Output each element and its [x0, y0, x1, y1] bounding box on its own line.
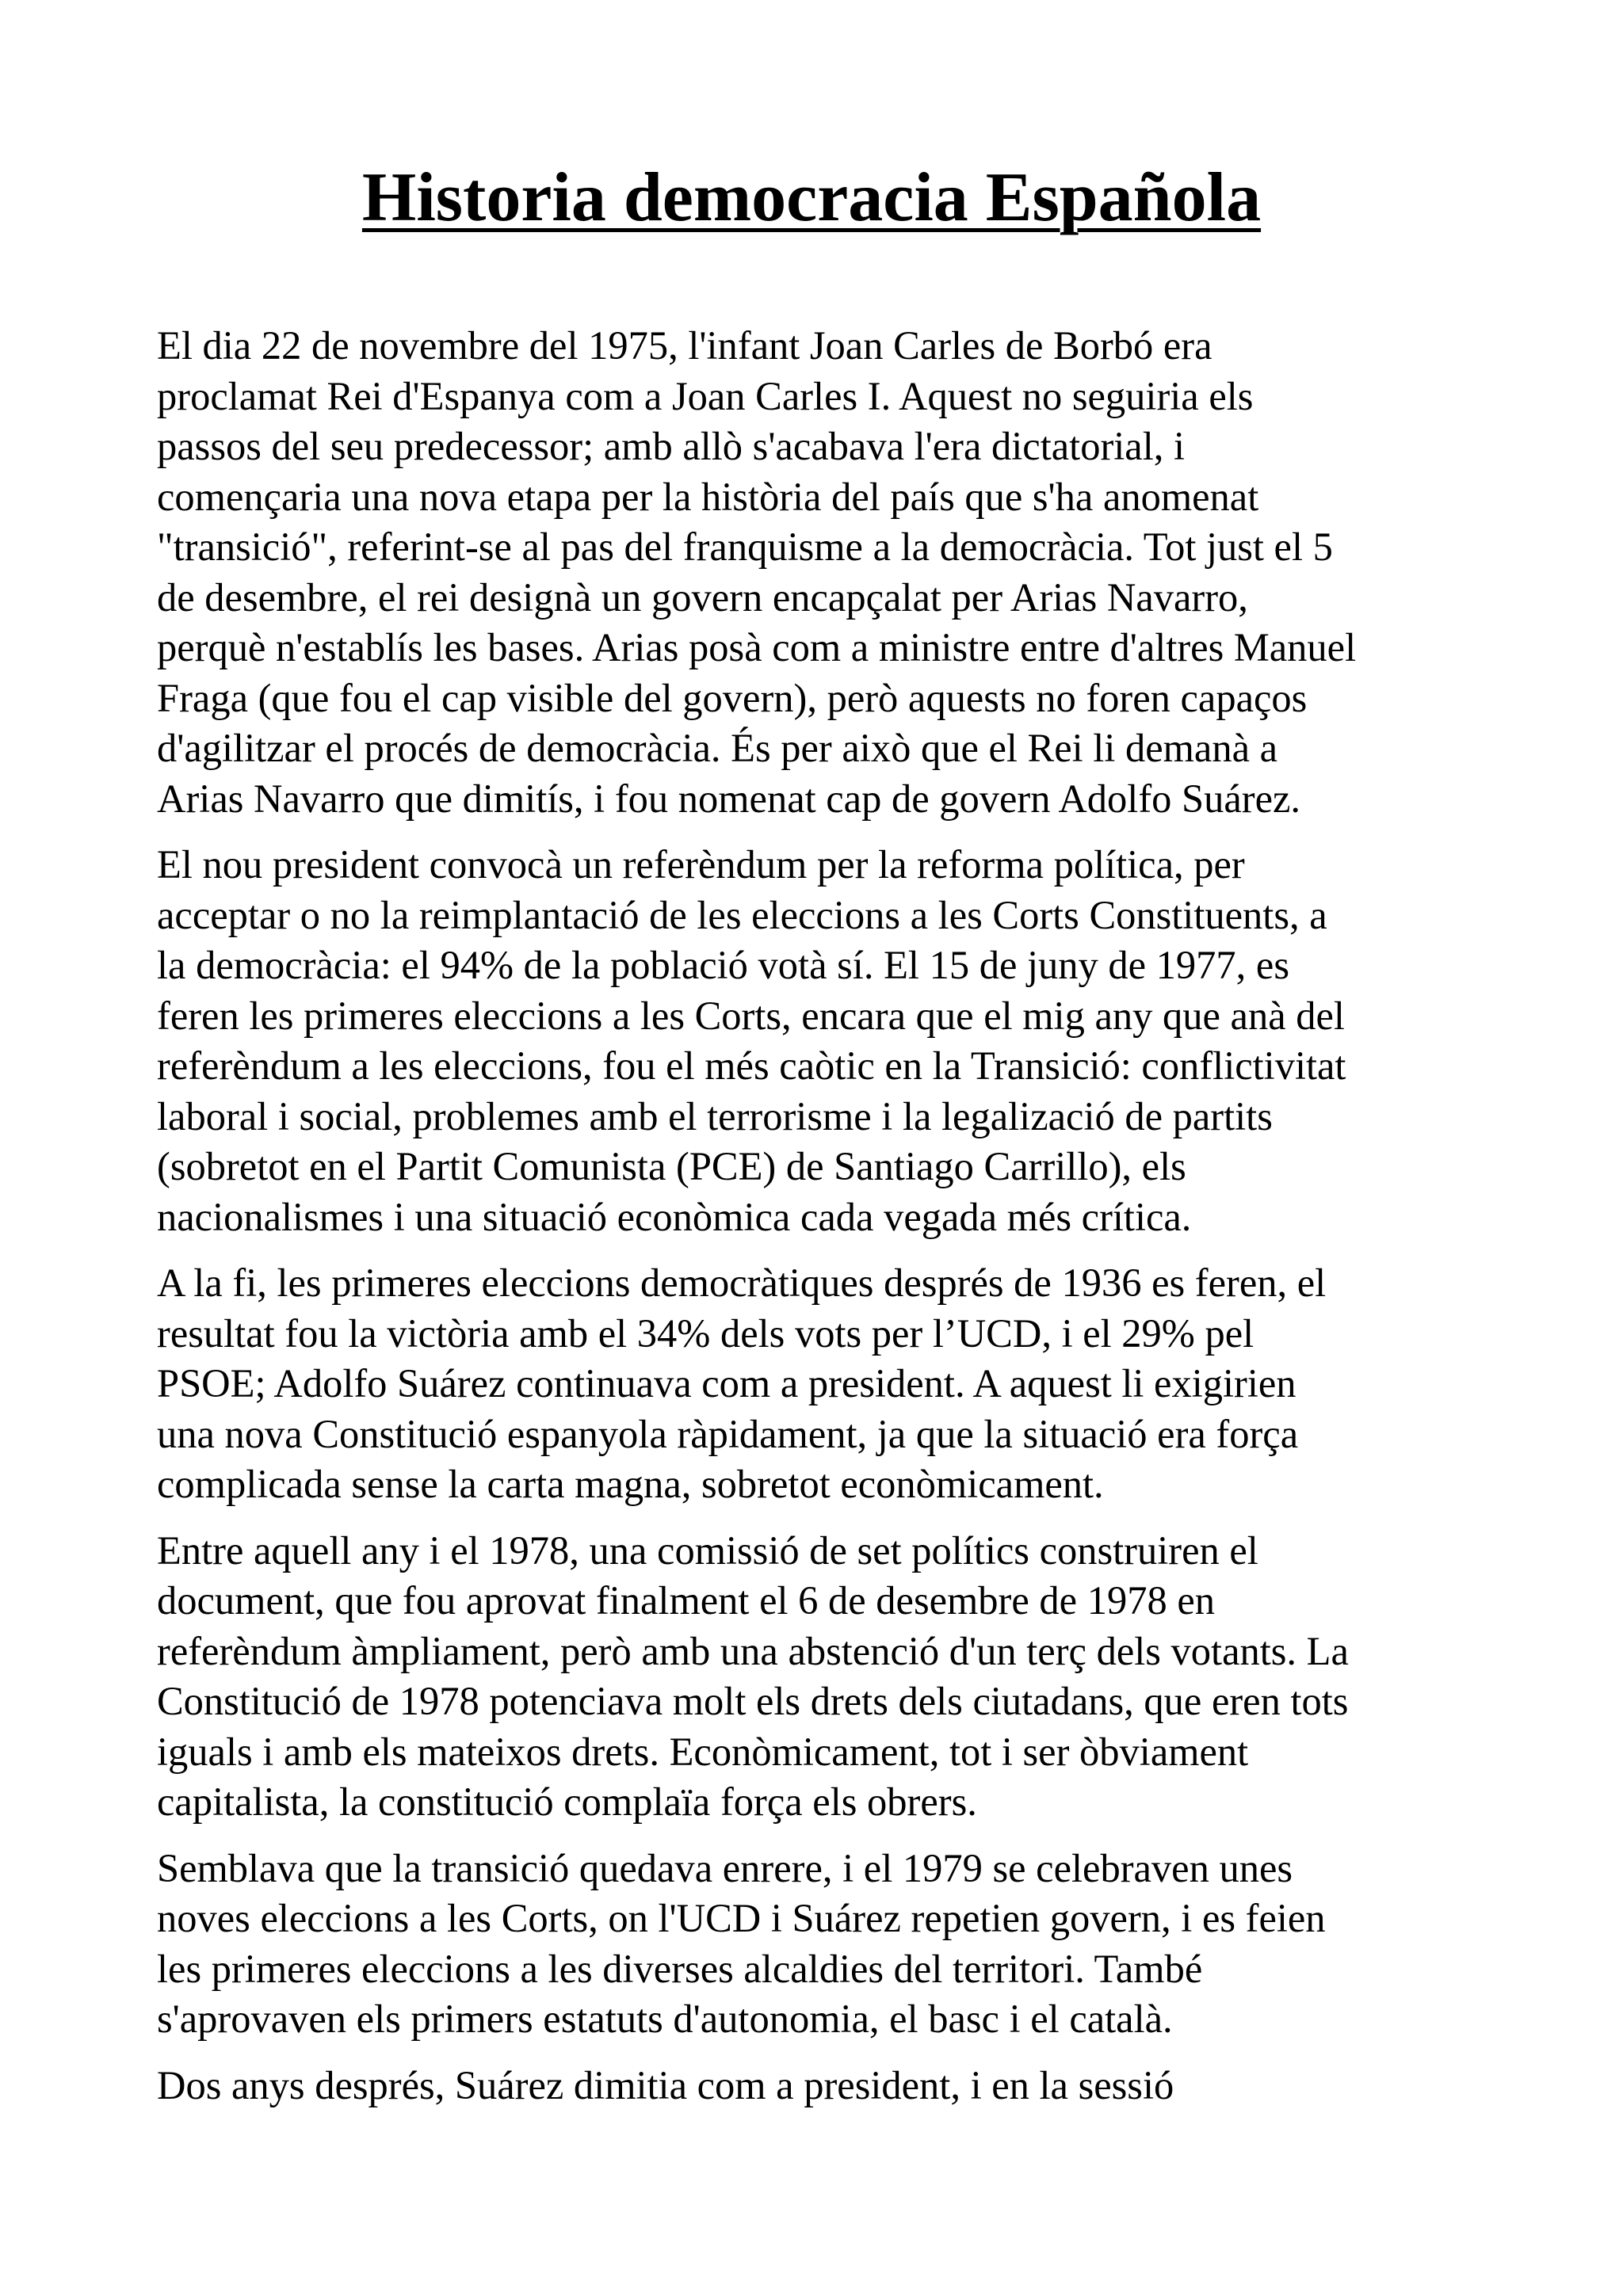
paragraph: A la fi, les primeres eleccions democràtiques després de 1936 es feren, el resultat fou la victòria amb el 34% dels vots per l’UCD, i el 29% pel PSOE; Adolfo Suárez continuava com a president. A aquest li exigirien una nova Constitució espanyola ràpidament, ja que la situació era força complicada sense la carta magna, sobretot econòmicament. [157, 1261, 1327, 1506]
document-body [157, 321, 1496, 2126]
paragraph: Entre aquell any i el 1978, una comissió de set polítics construiren el document, que fou aprovat finalment el 6 de desembre de 1978 en referèndum àmpliament, però amb una abstenció d'un terç dels votants. La Constitució de 1978 potenciava molt els drets dels ciutadans, que eren tots iguals i amb els mateixos drets. Econòmicament, tot i ser òbviament capitalista, la constitució complaïa força els obrers. [157, 1527, 1349, 1824]
paragraph: El dia 22 de novembre del 1975, l'infant Joan Carles de Borbó era proclamat Rei d'Espanya com a Joan Carles I. Aquest no seguiria els passos del seu predecessor; amb allò s'acabava l'era dictatorial, i començaria una nova etapa per la història del país que s'ha anomenat "transició", referint-se al pas del franquisme a la democràcia. Tot just el 5 de desembre, el rei designà un govern encapçalat per Arias Navarro, perquè n'establís les bases. Arias posà com a ministre entre d'altres Manuel Fraga (que fou el cap visible del govern), però aquests no foren capaços d'agilitzar el procés de democràcia. És per això que el Rei li demanà a Arias Navarro que dimitís, i fou nomenat cap de govern Adolfo Suárez. [157, 323, 1357, 821]
paragraph: Semblava que la transició quedava enrere, i el 1979 se celebraven unes noves eleccions a les Corts, on l'UCD i Suárez repetien govern, i es feien les primeres eleccions a les diverses alcaldies del territori. També s'aprovaven els primers estatuts d'autonomia, el basc i el català. [157, 1845, 1326, 2041]
document-title: Historia democracia Española [361, 159, 1262, 236]
paragraph: El nou president convocà un referèndum per la reforma política, per acceptar o no la reimplantació de les eleccions a les Corts Constituents, a la democràcia: el 94% de la població votà sí. El 15 de juny de 1977, es feren les primeres eleccions a les Corts, encara que el mig any que anà del referèndum a les eleccions, fou el més caòtic en la Transició: conflictivitat laboral i social, problemes amb el terrorisme i la legalizació de partits (sobretot en el Partit Comunista (PCE) de Santiago Carrillo), els nacionalismes i una situació econòmica cada vegada més crítica. [157, 842, 1346, 1239]
paragraph: Dos anys després, Suárez dimitia com a president, i en la sessió [157, 2062, 1174, 2107]
